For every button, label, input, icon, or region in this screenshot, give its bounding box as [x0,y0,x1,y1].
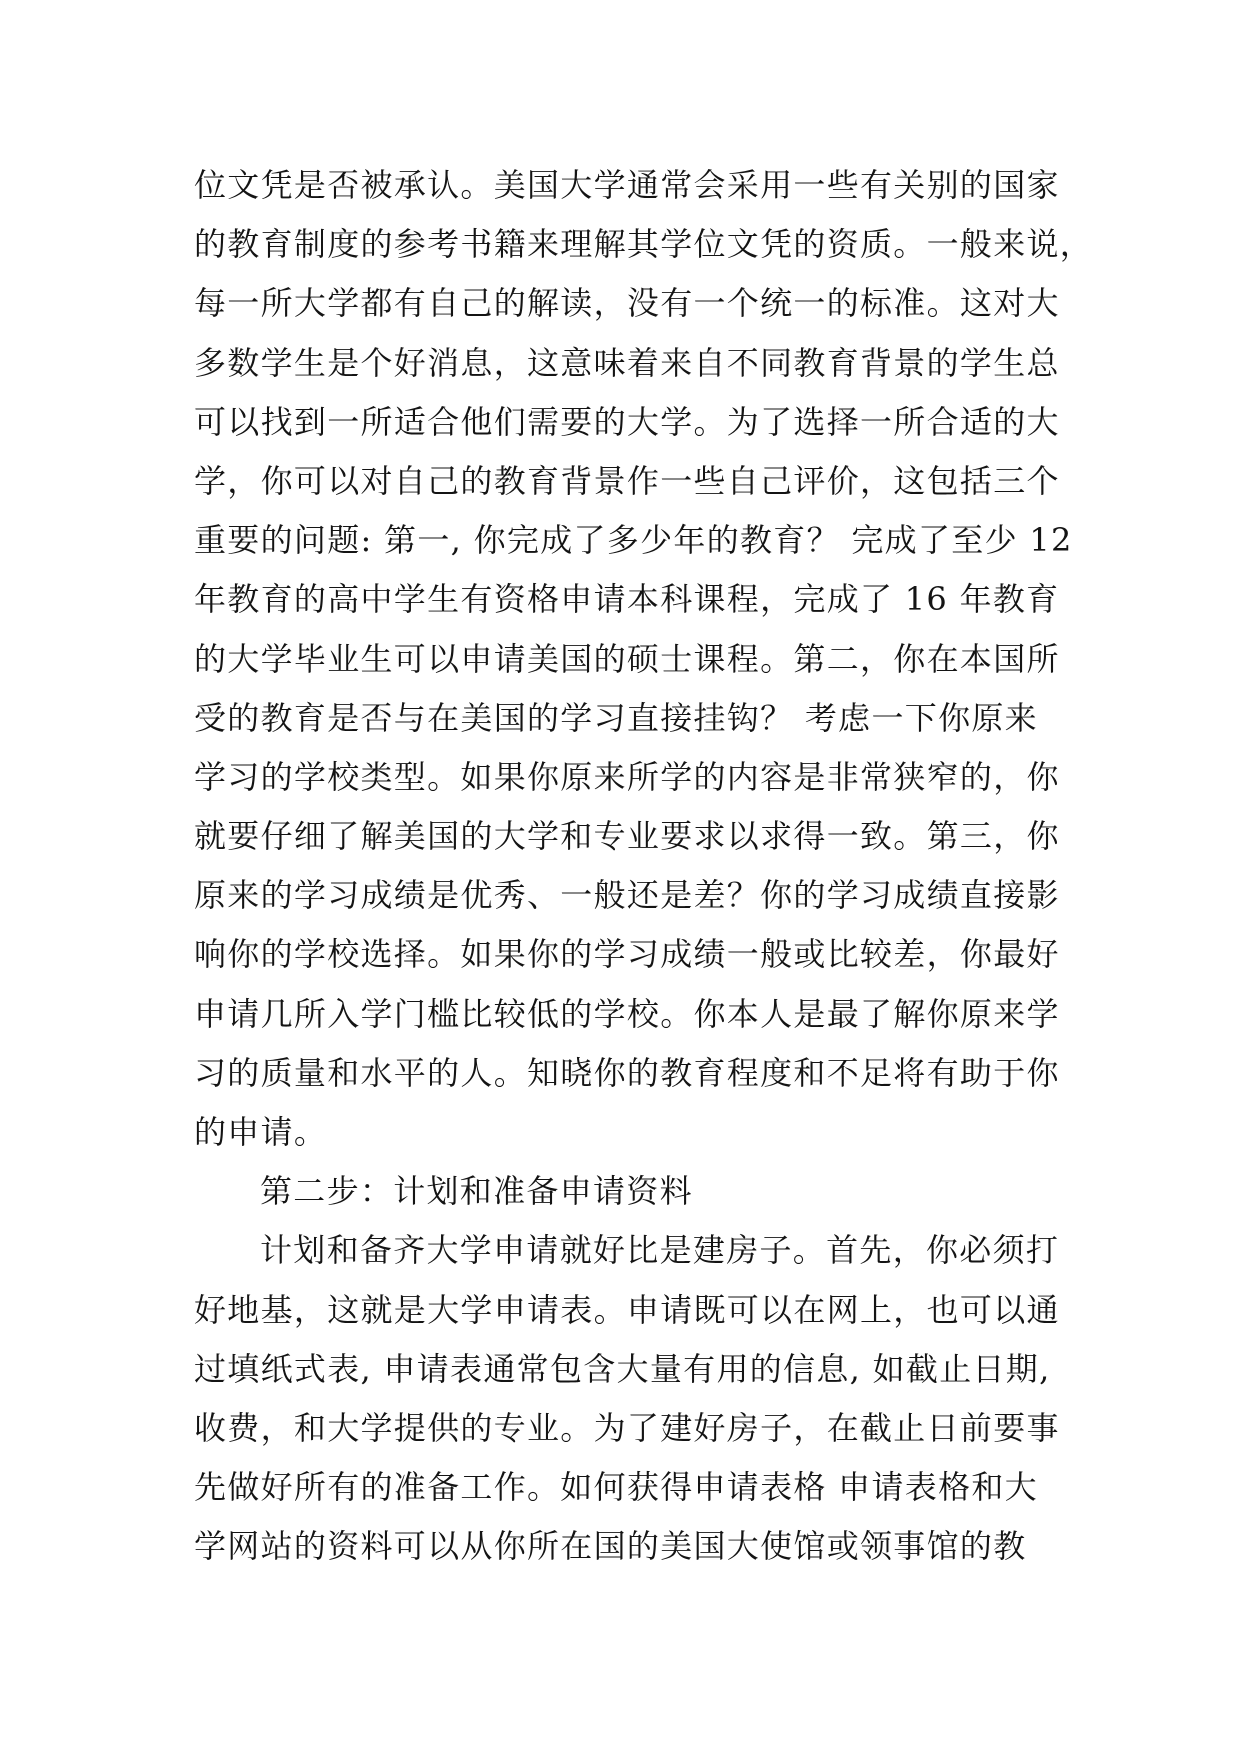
paragraph-1 [194,156,1194,1162]
text-line: 响你的学校选择。如果你的学习成绩一般或比较差，你最好 [194,935,1060,974]
text-line: 重要的问题: 第一, 你完成了多少年的教育？ 完成了至少 12 [194,521,1073,560]
text-line: 受的教育是否与在美国的学习直接挂钩？ 考虑一下你原来 [194,698,1038,737]
text-line: 先做好所有的准备工作。如何获得申请表格 申请表格和大 [194,1468,1038,1507]
text-line: 就要仔细了解美国的大学和专业要求以求得一致。第三，你 [194,817,1060,856]
text-line: 位文凭是否被承认。美国大学通常会采用一些有关别的国家 [194,166,1060,204]
text-line: 每一所大学都有自己的解读，没有一个统一的标准。这对大 [194,284,1060,323]
text-line: 学习的学校类型。如果你原来所学的内容是非常狭窄的，你 [194,757,1060,796]
document-body [194,156,1194,1577]
text-line: 的申请。 [194,1113,328,1151]
paragraph-2 [194,1221,1194,1576]
text-line: 习的质量和水平的人。知晓你的教育程度和不足将有助于你 [194,1053,1060,1092]
text-line: 好地基，这就是大学申请表。申请既可以在网上，也可以通 [194,1290,1060,1329]
text-line: 年教育的高中学生有资格申请本科课程，完成了 16 年教育 [194,580,1060,619]
text-line: 申请几所入学门槛比较低的学校。你本人是最了解你原来学 [194,994,1060,1033]
text-line: 可以找到一所适合他们需要的大学。为了选择一所合适的大 [194,402,1060,441]
text-line: 的大学毕业生可以申请美国的硕士课程。第二，你在本国所 [194,639,1060,678]
text-line: 学网站的资料可以从你所在国的美国大使馆或领事馆的教 [194,1527,1027,1566]
text-line: 过填纸式表, 申请表通常包含大量有用的信息, 如截止日期, [194,1349,1051,1388]
text-line: 学，你可以对自己的教育背景作一些自己评价，这包括三个 [194,461,1060,500]
text-line: 原来的学习成绩是优秀、一般还是差？你的学习成绩直接影 [194,876,1060,915]
text-line: 收费，和大学提供的专业。为了建好房子，在截止日前要事 [194,1408,1060,1447]
text-line: 的教育制度的参考书籍来理解其学位文凭的资质。一般来说， [194,225,1094,264]
text-line: 计划和备齐大学申请就好比是建房子。首先，你必须打 [260,1231,1060,1270]
section-heading: 第二步：计划和准备申请资料 [260,1172,693,1211]
text-line: 多数学生是个好消息，这意味着来自不同教育背景的学生总 [194,343,1060,382]
